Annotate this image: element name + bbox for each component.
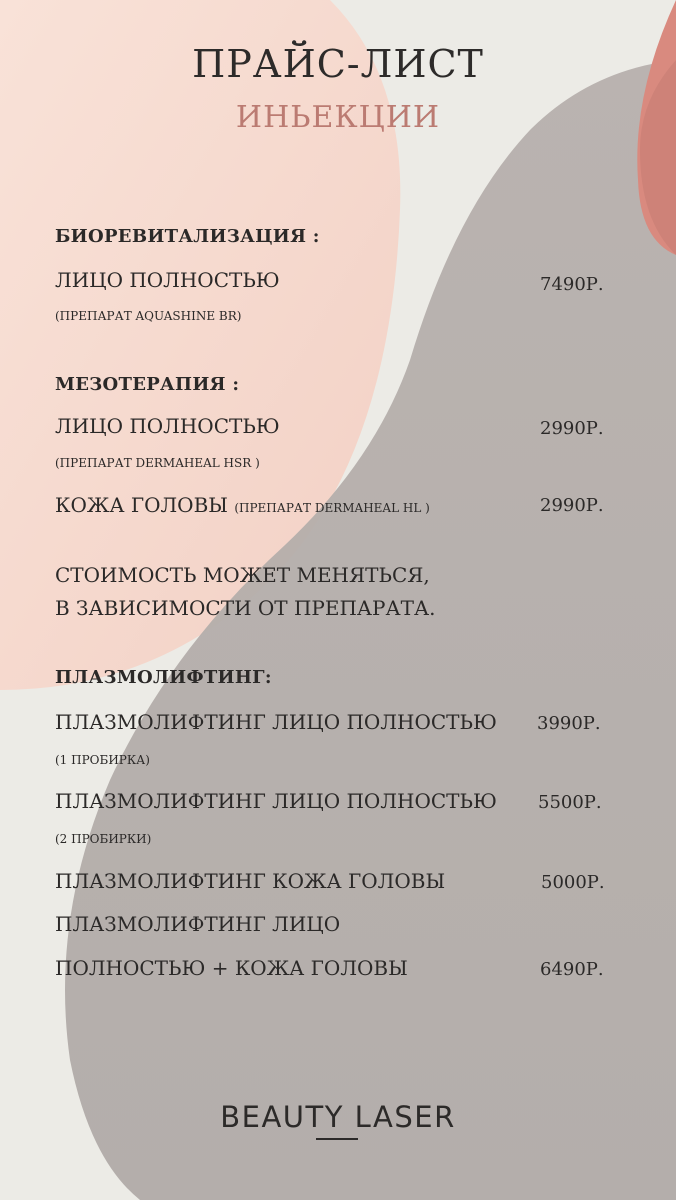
item-name [55,493,430,517]
item-note: (ПРЕПАРАТ DERMAHEAL HL ) [234,501,430,515]
disclaimer-line: СТОИМОСТЬ МОЖЕТ МЕНЯТЬСЯ, [55,563,430,587]
item-price: 3990Р. [537,713,601,734]
item-name: ЛИЦО ПОЛНОСТЬЮ [55,414,280,438]
item-name-line: ПЛАЗМОЛИФТИНГ ЛИЦО [55,912,341,936]
item-note: (2 ПРОБИРКИ) [55,832,152,846]
item-name: ЛИЦО ПОЛНОСТЬЮ [55,268,280,292]
item-price: 7490Р. [540,274,604,295]
item-name-line: ПОЛНОСТЬЮ + КОЖА ГОЛОВЫ [55,956,408,980]
brand-logo: BEAUTY LASER [220,1100,456,1134]
section-heading-biorevitalization: БИОРЕВИТАЛИЗАЦИЯ : [55,226,320,247]
item-price: 6490Р. [540,959,604,980]
page-subtitle: ИНЬЕКЦИИ [235,100,441,135]
logo-underline [316,1138,358,1140]
item-name: ПЛАЗМОЛИФТИНГ ЛИЦО ПОЛНОСТЬЮ [55,789,497,813]
section-heading-plasmolifting: ПЛАЗМОЛИФТИНГ: [55,667,272,688]
item-name: ПЛАЗМОЛИФТИНГ ЛИЦО ПОЛНОСТЬЮ [55,710,497,734]
item-price: 2990Р. [540,418,604,439]
item-price: 5000Р. [541,872,605,893]
section-heading-mesotherapy: МЕЗОТЕРАПИЯ : [55,374,240,395]
item-price: 5500Р. [538,792,602,813]
disclaimer-line: В ЗАВИСИМОСТИ ОТ ПРЕПАРАТА. [55,596,436,620]
page-title: ПРАЙС-ЛИСТ [192,42,484,86]
item-name: ПЛАЗМОЛИФТИНГ КОЖА ГОЛОВЫ [55,869,446,893]
item-price: 2990Р. [540,495,604,516]
item-note: (ПРЕПАРАТ AQUASHINE BR) [55,309,242,323]
item-note: (1 ПРОБИРКА) [55,753,150,767]
item-note: (ПРЕПАРАТ DERMAHEAL HSR ) [55,456,260,470]
item-name-text: КОЖА ГОЛОВЫ [55,493,228,517]
